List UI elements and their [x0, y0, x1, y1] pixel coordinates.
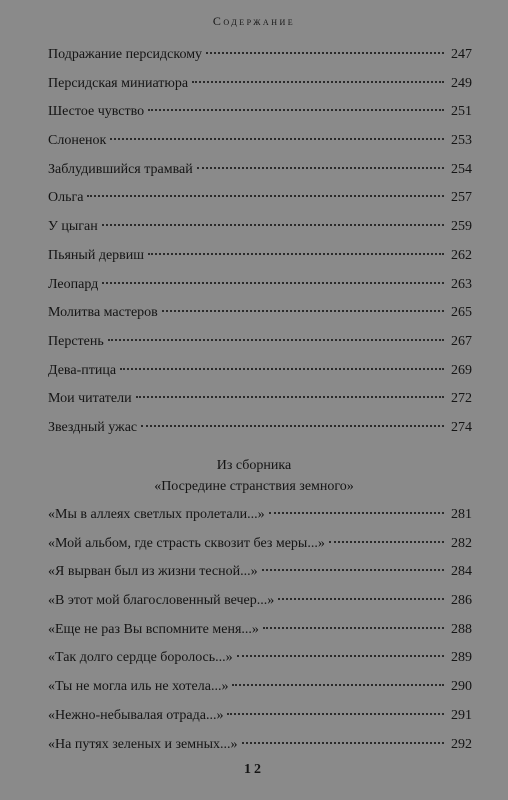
dot-leader [206, 52, 444, 54]
toc-entry-page: 288 [451, 621, 472, 637]
dot-leader [269, 512, 444, 514]
toc-entry-page: 289 [451, 650, 472, 666]
section-heading [0, 455, 508, 497]
page-number: 12 [244, 762, 264, 777]
toc-entry-title: «Я вырван был из жизни тесной...» [48, 564, 258, 580]
toc-entry-page: 267 [451, 333, 472, 349]
dot-leader [141, 425, 444, 427]
section-heading-line2: «Посредине странствия земного» [154, 479, 354, 494]
toc-entry [48, 534, 472, 563]
toc-entry-page: 247 [451, 47, 472, 62]
toc-entry [48, 102, 472, 131]
toc-entry [48, 677, 472, 706]
toc-entry-title: Слоненок [48, 133, 107, 149]
toc-entry-title: Леопард [48, 276, 99, 292]
toc-entry [48, 562, 472, 591]
toc-entry-page: 281 [451, 507, 472, 522]
toc-entry-title: Пьяный дервиш [48, 247, 145, 263]
toc-entry-page: 249 [451, 75, 472, 91]
dot-leader [329, 541, 444, 543]
toc-entry-title: Перстень [48, 333, 104, 349]
toc-entry-title: Шестое чувство [48, 104, 145, 120]
toc-entry-title: Ольга [48, 190, 84, 206]
dot-leader [162, 310, 444, 312]
toc-entry-page: 282 [451, 535, 472, 551]
dot-leader [102, 224, 444, 226]
toc-entry [48, 648, 472, 677]
dot-leader [148, 109, 444, 111]
toc-entry [48, 389, 472, 418]
toc-entry-title: У цыган [48, 219, 98, 235]
dot-leader [278, 598, 444, 600]
toc-entry-page: 272 [451, 391, 472, 407]
toc-entry-page: 263 [451, 276, 472, 292]
toc-entry-page: 259 [451, 219, 472, 235]
toc-entry-title: «Нежно-небывалая отрада...» [48, 707, 224, 723]
toc-entry-page: 284 [451, 564, 472, 580]
toc-entry [48, 188, 472, 217]
toc-entry [48, 131, 472, 160]
dot-leader [120, 368, 444, 370]
toc-entry-page: 274 [451, 419, 472, 435]
toc-entry [48, 505, 472, 534]
toc-entry-title: «На путях зеленых и земных...» [48, 736, 238, 752]
toc-entry-title: Дева-птица [48, 362, 117, 378]
dot-leader [192, 81, 444, 83]
dot-leader [232, 684, 444, 686]
toc-entry [48, 620, 472, 649]
dot-leader [242, 742, 444, 744]
toc-entry [48, 591, 472, 620]
dot-leader [108, 339, 444, 341]
toc-entry-page: 291 [451, 707, 472, 723]
toc-entry-title: «Ты не могла иль не хотела...» [48, 679, 229, 695]
dot-leader [102, 282, 444, 284]
toc-entry-page: 262 [451, 247, 472, 263]
dot-leader [263, 627, 444, 629]
toc-list [48, 45, 472, 447]
toc-entry-page: 286 [451, 593, 472, 609]
toc-entry [48, 217, 472, 246]
toc-entry [48, 418, 472, 447]
dot-leader [136, 396, 444, 398]
dot-leader [197, 167, 444, 169]
toc-entry [48, 160, 472, 189]
toc-entry [48, 246, 472, 275]
toc-entry [48, 74, 472, 103]
section-heading-line1: Из сборника [216, 458, 292, 473]
toc-entry-page: 292 [451, 736, 472, 752]
toc-entry-title: «Так долго сердце боролось...» [48, 650, 233, 666]
dot-leader [110, 138, 444, 140]
toc-entry-page: 253 [451, 133, 472, 149]
toc-entry [48, 332, 472, 361]
toc-entry [48, 706, 472, 735]
section-toc-list [48, 505, 472, 763]
toc-entry-page: 269 [451, 362, 472, 378]
toc-entry-title: «Еще не раз Вы вспомните меня...» [48, 621, 259, 637]
toc-entry-title: Персидская миниатюра [48, 75, 189, 91]
toc-entry-title: «Мы в аллеях светлых пролетали...» [48, 507, 265, 522]
toc-entry [48, 45, 472, 74]
dot-leader [227, 713, 444, 715]
toc-entry [48, 275, 472, 304]
toc-entry [48, 303, 472, 332]
toc-entry [48, 735, 472, 764]
toc-entry-page: 251 [451, 104, 472, 120]
dot-leader [87, 195, 444, 197]
dot-leader [237, 655, 444, 657]
toc-entry-page: 257 [451, 190, 472, 206]
toc-entry-title: Звездный ужас [48, 419, 138, 435]
running-header: Содержание [212, 14, 296, 28]
toc-entry-title: Подражание персидскому [48, 47, 203, 62]
toc-entry-title: Заблудившийся трамвай [48, 161, 193, 177]
toc-entry [48, 361, 472, 390]
toc-entry-title: Мои читатели [48, 391, 132, 407]
toc-entry-page: 265 [451, 305, 472, 321]
toc-entry-title: «В этот мой благословенный вечер...» [48, 593, 275, 609]
dot-leader [148, 253, 444, 255]
toc-entry-title: Молитва мастеров [48, 305, 158, 321]
toc-entry-page: 254 [451, 161, 472, 177]
toc-entry-page: 290 [451, 679, 472, 695]
toc-entry-title: «Мой альбом, где страсть сквозит без меры...» [48, 535, 325, 551]
dot-leader [262, 569, 444, 571]
